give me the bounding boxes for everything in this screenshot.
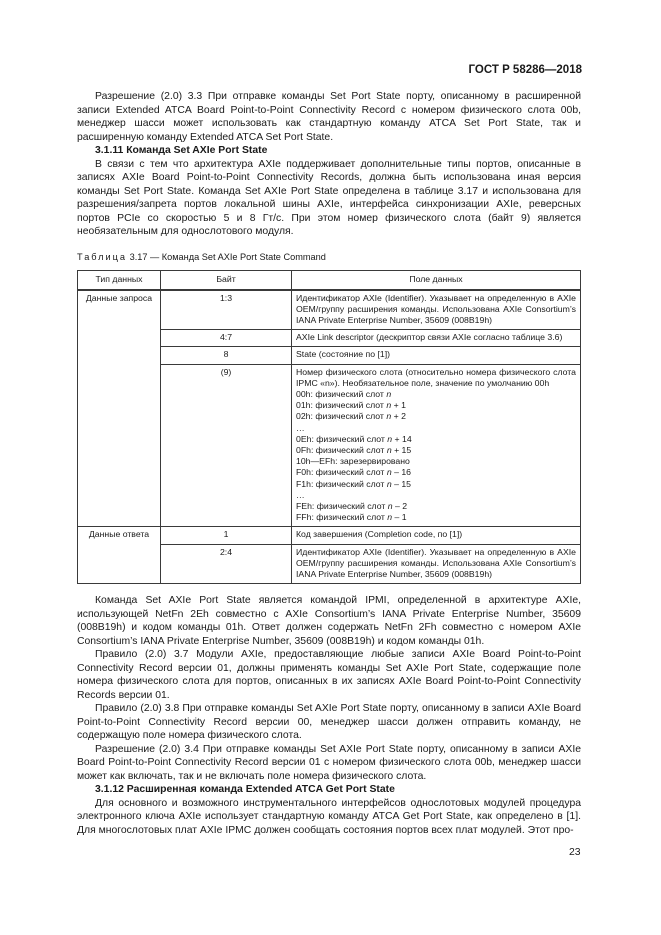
byte-cell: 1:3 — [161, 290, 292, 330]
slot-value-line — [296, 423, 576, 434]
slot-value-line — [296, 411, 576, 422]
slot-line-variable: n — [386, 400, 392, 411]
field-cell: Идентификатор AXIe (Identifier). Указывает на определенную в AXIe OEM/группу расширения команды. Использована AXIe Consortium’s IANA Private Enterprise Number, 35609 (008B19h) — [292, 290, 581, 330]
slot-line-suffix: – 1 — [392, 512, 407, 523]
slot-line-suffix: – 15 — [391, 478, 411, 489]
paragraph: Правило (2.0) 3.7 Модули AXIe, предоставляющие любые записи AXIe Board Point-to-Point Connectivity Record версии 01, должны применять команды Set AXIe Port State, содержащие поле номера физического слота для портов, описанных в их записях AXIe Board Point-to-Point Connectivity Records версии 01. — [77, 649, 581, 701]
slot-line-variable: n — [387, 500, 393, 511]
header-type: Тип данных — [78, 270, 161, 290]
field-cell: Идентификатор AXIe (Identifier). Указывает на определенную в AXIe OEM/группу расширения команды. Использована AXIe Consortium’s IANA Private Enterprise Number, 35609 (008B19h) — [292, 544, 581, 584]
slot-line-prefix: … — [296, 489, 305, 500]
slot-line-prefix: 01h: физический слот — [296, 400, 387, 411]
section-heading: 3.1.11 Команда Set AXIe Port State — [95, 145, 268, 156]
header-field: Поле данных — [292, 270, 581, 290]
standard-code: ГОСТ Р 58286—2018 — [468, 64, 582, 76]
table-caption — [77, 251, 581, 263]
page-number: 23 — [569, 847, 581, 858]
slot-field-cell — [292, 364, 581, 527]
slot-value-line — [296, 479, 576, 490]
byte-cell: (9) — [161, 364, 292, 527]
table-row — [78, 527, 581, 544]
slot-value-line — [296, 490, 576, 501]
slot-value-line — [296, 512, 576, 523]
field-cell: AXIe Link descriptor (дескриптор связи AXIe согласно таблице 3.6) — [292, 330, 581, 347]
slot-line-variable: n — [386, 467, 392, 478]
slot-line-suffix: – 2 — [392, 500, 408, 511]
byte-cell: 4:7 — [161, 330, 292, 347]
slot-value-line — [296, 434, 576, 445]
slot-line-prefix: FEh: физический слот — [296, 500, 388, 511]
slot-field-intro: Номер физического слота (относительно номера физического слота IPMC «n»). Необязательное поле, значение по умолчанию 00h — [296, 366, 576, 388]
slot-value-line — [296, 400, 576, 411]
paragraph: Разрешение (2.0) 3.4 При отправке команды Set AXIe Port State порту, описанному в записи AXIe Board Point-to-Point Connectivity Record версии 01 с номером физического слота 00b, менеджер шасси может как включать, так и не включать поле номера физического слота. — [77, 743, 581, 782]
paragraph: Разрешение (2.0) 3.3 При отправке команды Set Port State порту, описанному в расширенной записи Extended ATCA Board Point-to-Point Connectivity Record с номером физического слота 00b, менеджер шасси может использовать как стандартную команду ATCA Set Port State, так и расширенную команду Extended ATCA Set Port State. — [77, 91, 581, 143]
slot-line-prefix: 00h: физический слот — [296, 388, 387, 399]
byte-cell: 2:4 — [161, 544, 292, 584]
response-label: Данные ответа — [78, 527, 161, 584]
slot-line-suffix: – 16 — [391, 467, 411, 478]
slot-value-line — [296, 456, 576, 467]
slot-line-variable: n — [386, 388, 392, 399]
paragraph: Для основного и возможного инструментального интерфейсов однослотовых модулей процедура электронного ключа AXIe использует стандартную команду ATCA Get Port State, как определено в [1]. Для многослотовых плат AXIe IPMC должен сообщать состояния портов всех плат модулей. Этот про- — [77, 797, 581, 836]
table-header-row — [78, 270, 581, 290]
field-cell: State (состояние по [1]) — [292, 347, 581, 364]
slot-line-variable: n — [387, 433, 393, 444]
page-content — [77, 90, 581, 837]
field-cell: Код завершения (Completion code, по [1]) — [292, 527, 581, 544]
request-label: Данные запроса — [78, 290, 161, 527]
slot-line-prefix: 02h: физический слот — [296, 411, 387, 422]
slot-line-prefix: FFh: физический слот — [296, 512, 388, 523]
slot-line-suffix: + 2 — [391, 411, 406, 422]
slot-value-line — [296, 445, 576, 456]
header-byte: Байт — [161, 270, 292, 290]
section-heading: 3.1.12 Расширенная команда Extended ATCA Get Port State — [95, 784, 395, 796]
slot-line-prefix: … — [296, 422, 305, 433]
byte-cell: 1 — [161, 527, 292, 544]
slot-line-variable: n — [386, 411, 392, 422]
slot-line-suffix: + 1 — [391, 400, 406, 411]
slot-value-line — [296, 467, 576, 478]
slot-line-prefix: 0Fh: физический слот — [296, 444, 387, 455]
slot-line-prefix: F0h: физический слот — [296, 467, 387, 478]
slot-line-variable: n — [386, 478, 392, 489]
slot-line-prefix: 0Eh: физический слот — [296, 433, 388, 444]
paragraph: В связи с тем что архитектура AXIe поддерживает дополнительные типы портов, описанные в записях AXIe Board Point-to-Point Connectivity Records, должна быть использована иная версия команды Set Port State. Команда Set AXIe Port State определена в таблице 3.17 и использована для разрешения/запрета портов локальной шины AXIe, интерфейса синхронизации AXIe, реверсных портов PCIe со скоростью 5 и 8 Гт/с. При этом номер физического слота (байт 9) является необязательным для однослотового модуля. — [77, 158, 581, 237]
paragraph: Команда Set AXIe Port State является командой IPMI, определенной в архитектуре AXIe, использующей NetFn 2Eh совместно с AXIe Consortium’s IANA Private Enterprise Number, 35609 (008B19h) и кодом команды 01h. Ответ должен содержать NetFn 2Fh совместно с номером AXIe Consortium’s IANA Private Enterprise Number, 35609 (008B19h) и кодом команды 01h. — [77, 595, 581, 647]
slot-line-prefix: 10h—EFh: зарезервировано — [296, 456, 410, 467]
slot-line-prefix: F1h: физический слот — [296, 478, 387, 489]
slot-line-variable: n — [387, 512, 393, 523]
paragraph: Правило (2.0) 3.8 При отправке команды Set AXIe Port State порту, описанному в записи AXIe Board Point-to-Point Connectivity Record версии 00, менеджер шасси должен отправить команду, не содержащую поле номера физического слота. — [77, 703, 581, 742]
slot-line-suffix: + 15 — [391, 444, 412, 455]
table-row — [78, 290, 581, 330]
slot-value-line — [296, 501, 576, 512]
command-table — [77, 270, 581, 585]
slot-value-line — [296, 389, 576, 400]
byte-cell: 8 — [161, 347, 292, 364]
table-caption-prefix: Таблица — [77, 251, 128, 262]
slot-line-suffix: + 14 — [392, 433, 412, 444]
slot-line-variable: n — [386, 444, 392, 455]
table-caption-text: 3.17 — Команда Set AXIe Port State Command — [129, 251, 326, 262]
slot-value-list — [296, 389, 576, 523]
